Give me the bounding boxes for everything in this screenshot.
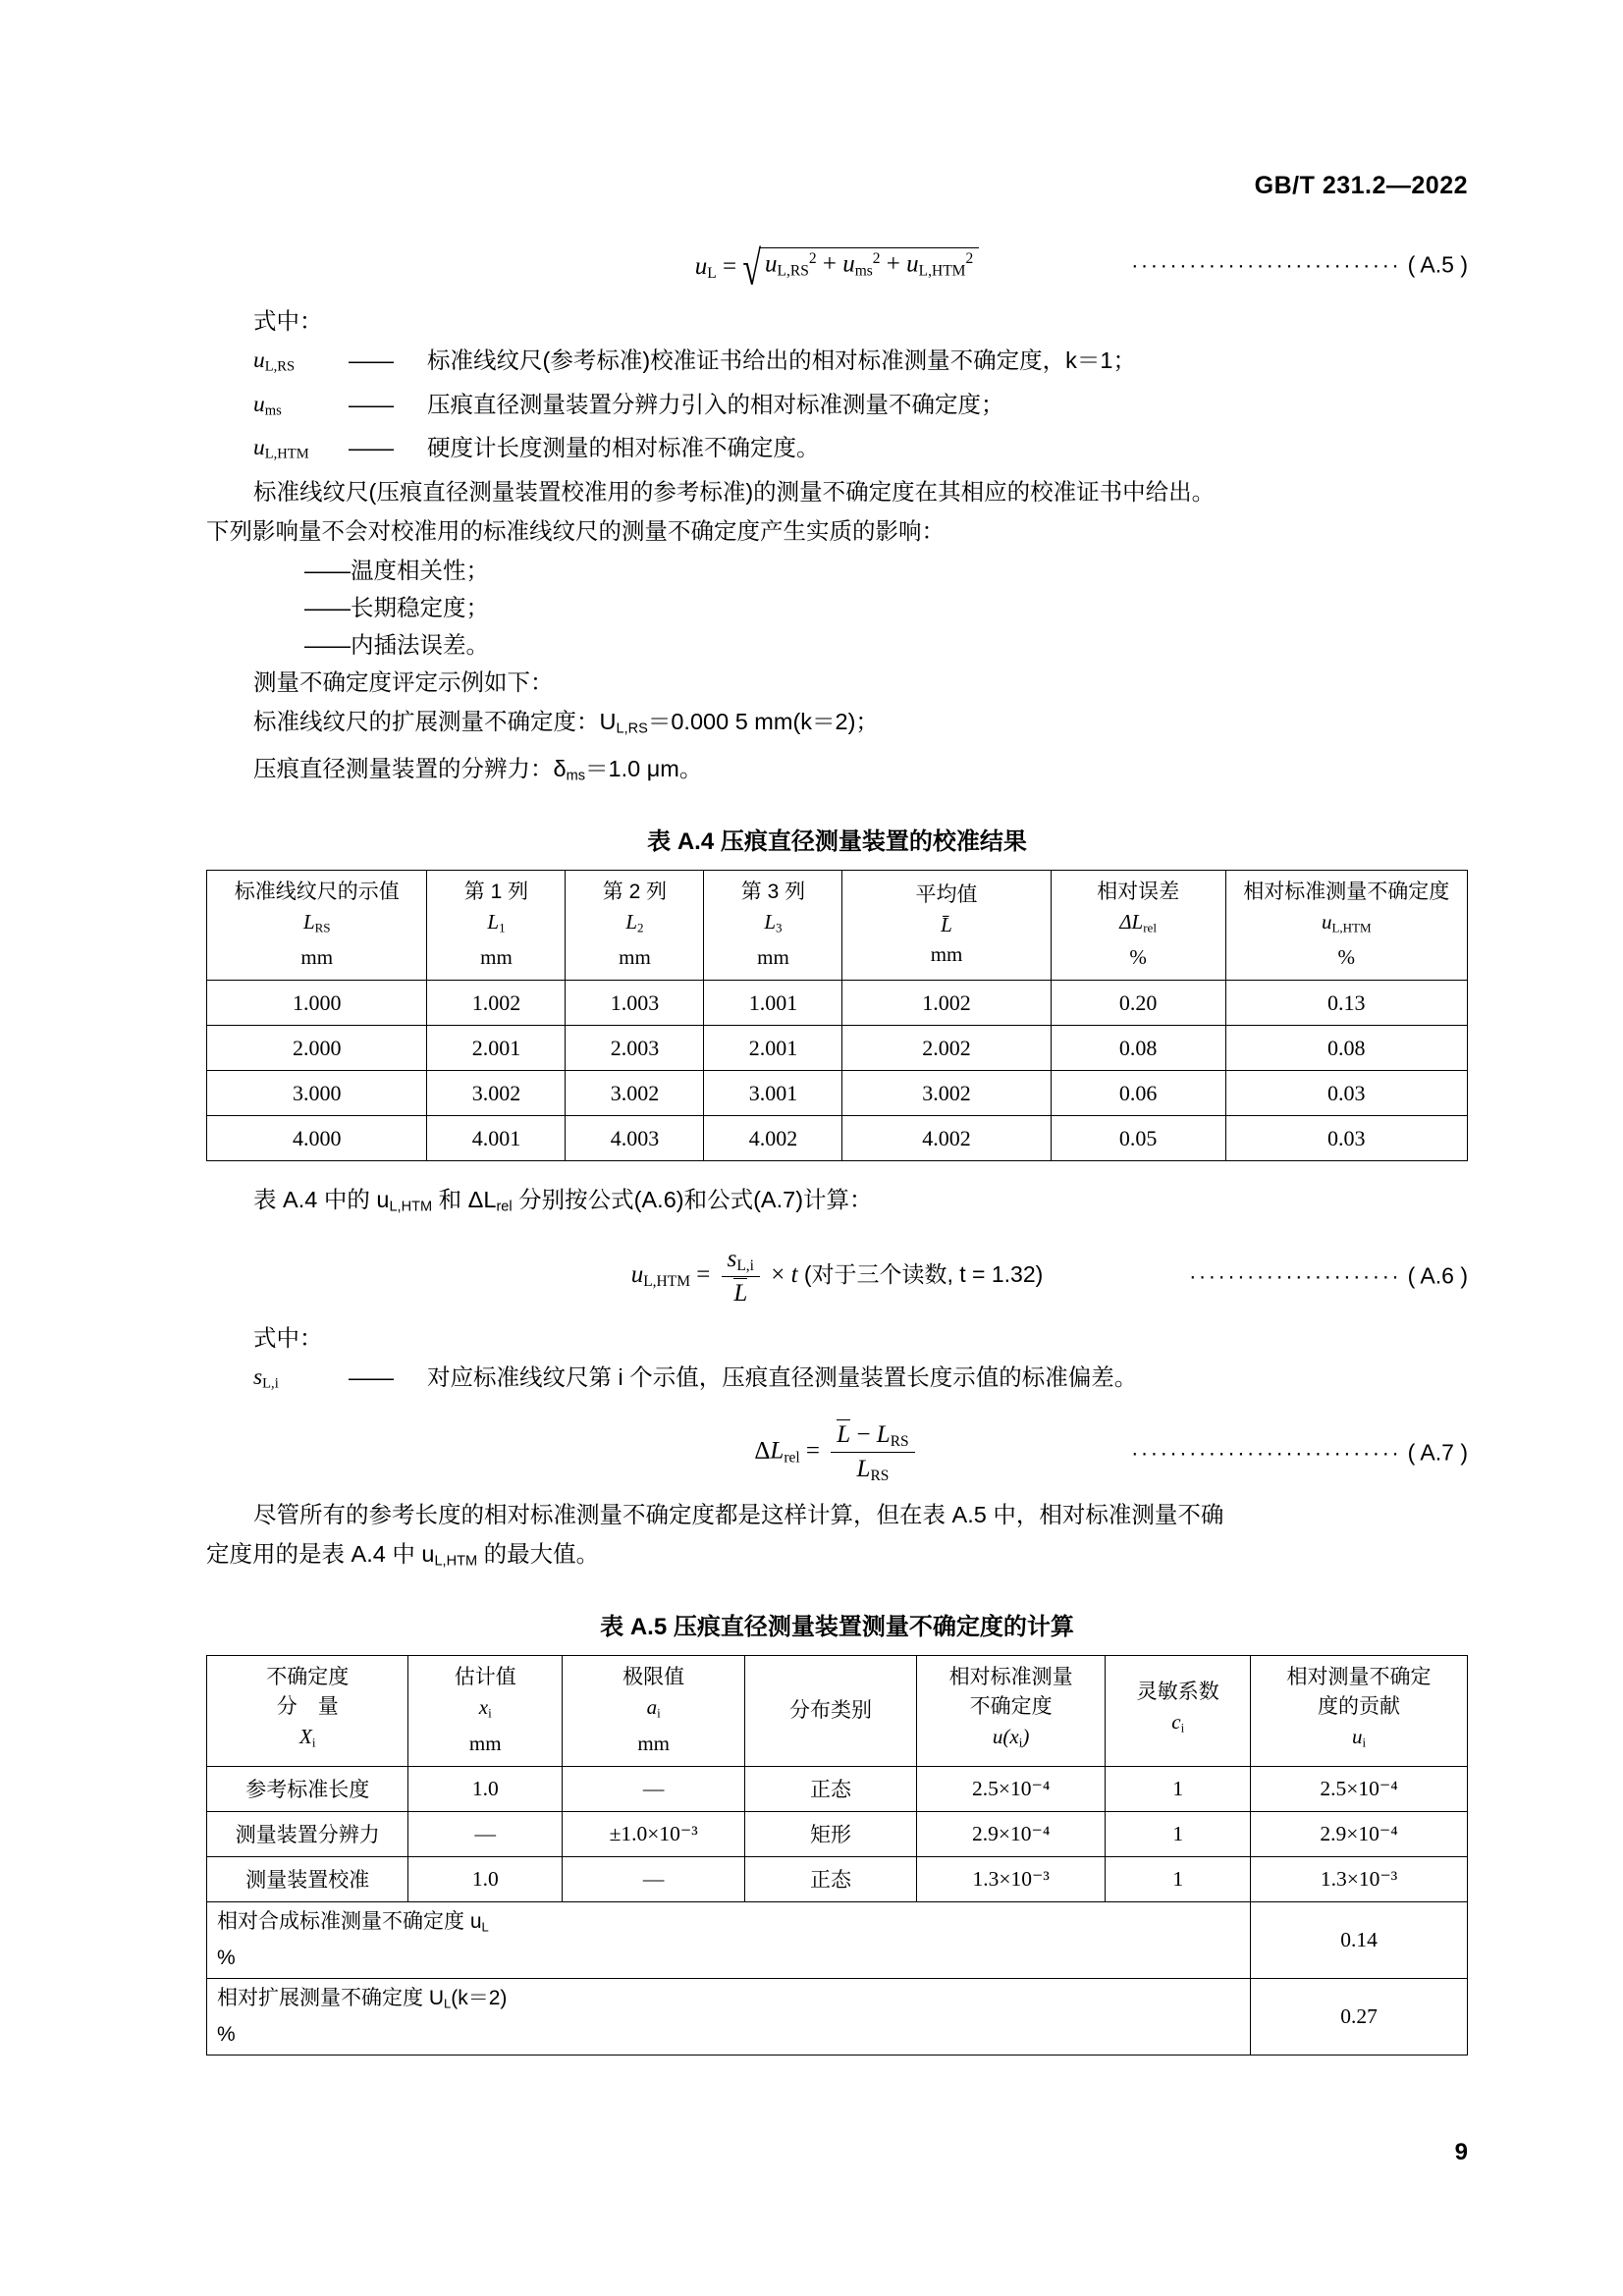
symbol-definition-s-li xyxy=(206,1359,1468,1403)
table-summary-row-expanded xyxy=(207,1978,1468,2055)
cell: 2.9×10⁻⁴ xyxy=(916,1811,1106,1856)
table-a5-col-contribution: 相对测量不确定 度的贡献 $u_i$ xyxy=(1251,1656,1468,1766)
cell: 3.001 xyxy=(704,1071,842,1116)
table-row xyxy=(207,1071,1468,1116)
formula-a5 xyxy=(206,238,1468,296)
table-a5-col-distribution: 分布类别 xyxy=(745,1656,917,1766)
paragraph-5-text: 压痕直径测量装置的分辨力：δ xyxy=(253,755,567,781)
cell: — xyxy=(408,1811,563,1856)
summary-label-unit: % xyxy=(217,1946,236,1969)
summary-value: 0.14 xyxy=(1251,1901,1468,1978)
symbol-definition-u-lhtm xyxy=(206,429,1468,473)
formula-a7-tag: ···························· ( A.7 ) xyxy=(1131,1439,1468,1466)
page-number: 9 xyxy=(1454,2139,1468,2165)
table-a4-header-row xyxy=(207,871,1468,981)
summary-label-text: 相对合成标准测量不确定度 u xyxy=(217,1909,482,1933)
paragraph-4-text: 标准线纹尺的扩展测量不确定度：U xyxy=(253,708,617,734)
table-a4-col-uncertainty: 相对标准测量不确定度 $u_{L,HTM}$ % xyxy=(1225,871,1467,981)
symbol-u-lrs: $u_{L,RS}$ xyxy=(253,347,296,375)
table-row xyxy=(207,1116,1468,1161)
summary-label xyxy=(207,1901,1251,1978)
cell-label: 测量装置分辨力 xyxy=(207,1811,408,1856)
cell: 0.08 xyxy=(1051,1026,1225,1071)
table-summary-row-combined xyxy=(207,1901,1468,1978)
formula-a6-label: ( A.6 ) xyxy=(1407,1262,1468,1289)
page-content xyxy=(206,172,1468,2056)
summary-label-k: (k＝2) xyxy=(451,1986,508,2009)
paragraph-1: 标准线纹尺(压痕直径测量装置校准用的参考标准)的测量不确定度在其相应的校准证书中给出。 xyxy=(253,478,1216,505)
cell: 1.3×10⁻³ xyxy=(916,1856,1106,1901)
paragraph-7-sub: L,HTM xyxy=(434,1553,478,1570)
table-a4-col-relerr: 相对误差 $\Delta L_{rel}$ % xyxy=(1051,871,1225,981)
table-row xyxy=(207,1766,1468,1811)
cell: 1 xyxy=(1106,1766,1251,1811)
paragraph-7-line1: 尽管所有的参考长度的相对标准测量不确定度都是这样计算，但在表 A.5 中，相对标准测量不确 xyxy=(253,1501,1224,1527)
paragraph-5 xyxy=(206,750,1468,795)
formula-a6-tag: ······················ ( A.6 ) xyxy=(1189,1262,1468,1289)
table-a5 xyxy=(206,1655,1468,2056)
definition-dash: —— xyxy=(349,1363,393,1390)
formula-a7 xyxy=(206,1419,1468,1486)
summary-label-sub: L xyxy=(444,1996,452,2011)
table-row xyxy=(207,1026,1468,1071)
cell: 4.000 xyxy=(207,1116,427,1161)
definition-text: 标准线纹尺(参考标准)校准证书给出的相对标准测量不确定度，k＝1； xyxy=(427,347,1136,373)
cell: ±1.0×10⁻³ xyxy=(563,1811,745,1856)
cell: 3.002 xyxy=(427,1071,566,1116)
table-a5-col-limit: 极限值 $a_i$ mm xyxy=(563,1656,745,1766)
cell: 2.003 xyxy=(566,1026,704,1071)
cell: 0.08 xyxy=(1225,1026,1467,1071)
formula-a6-note: (对于三个读数, t = 1.32) xyxy=(803,1261,1044,1288)
list-item-stability: ——长期稳定度； xyxy=(304,594,489,620)
cell: 0.03 xyxy=(1225,1071,1467,1116)
cell: 2.5×10⁻⁴ xyxy=(1251,1766,1468,1811)
paragraph-6-c: 分别按公式(A.6)和公式(A.7)计算： xyxy=(512,1187,873,1213)
cell: 2.001 xyxy=(427,1026,566,1071)
definition-dash: —— xyxy=(349,391,393,417)
cell: — xyxy=(563,1856,745,1901)
paragraph-4-sub: L,RS xyxy=(616,721,648,737)
table-a5-header-row xyxy=(207,1656,1468,1766)
cell: 1.000 xyxy=(207,981,427,1026)
formula-a5-tag: ···························· ( A.5 ) xyxy=(1131,251,1468,278)
table-row xyxy=(207,981,1468,1026)
cell: 2.5×10⁻⁴ xyxy=(916,1766,1106,1811)
table-row xyxy=(207,1811,1468,1856)
definition-text: 硬度计长度测量的相对标准不确定度。 xyxy=(427,435,820,461)
cell: — xyxy=(563,1766,745,1811)
paragraph-6-b: 和 ΔL xyxy=(432,1187,497,1213)
table-a5-col-component: 不确定度 分 量 $X_i$ xyxy=(207,1656,408,1766)
cell: 4.001 xyxy=(427,1116,566,1161)
table-row xyxy=(207,1856,1468,1901)
cell: 3.002 xyxy=(842,1071,1051,1116)
formula-a5-body: $u_L$ = √ $u_{L,RS}^2 + u_{ms}^2 + u_{L,HTM}^2$ xyxy=(695,247,979,283)
cell: 2.9×10⁻⁴ xyxy=(1251,1811,1468,1856)
paragraph-7-line2 xyxy=(206,1535,1468,1580)
cell-label: 参考标准长度 xyxy=(207,1766,408,1811)
cell: 1.0 xyxy=(408,1766,563,1811)
definition-dash: —— xyxy=(349,347,393,373)
paragraph-3: 测量不确定度评定示例如下： xyxy=(253,668,554,695)
paragraph-4 xyxy=(206,703,1468,748)
definition-dash: —— xyxy=(349,435,393,461)
cell: 3.000 xyxy=(207,1071,427,1116)
cell: 2.002 xyxy=(842,1026,1051,1071)
table-a5-caption: 表 A.5 压痕直径测量装置测量不确定度的计算 xyxy=(600,1614,1074,1641)
table-a4 xyxy=(206,870,1468,1161)
list-item-temperature: ——温度相关性； xyxy=(304,557,489,583)
cell: 1 xyxy=(1106,1856,1251,1901)
standard-number-header: GB/T 231.2—2022 xyxy=(1254,172,1468,199)
shizhong-label-1: 式中： xyxy=(253,308,323,334)
summary-value: 0.27 xyxy=(1251,1978,1468,2055)
cell: 4.003 xyxy=(566,1116,704,1161)
paragraph-7-b: 定度用的是表 A.4 中 u xyxy=(206,1540,435,1567)
summary-label-sub: L xyxy=(481,1918,489,1934)
table-a4-caption: 表 A.4 压痕直径测量装置的校准结果 xyxy=(647,828,1027,856)
table-a4-col-l3: 第 3 列 $L_3$ mm xyxy=(704,871,842,981)
definition-text: 压痕直径测量装置分辨力引入的相对标准测量不确定度； xyxy=(427,391,1004,417)
formula-a6-body: $u_{L,HTM}$ = $\frac{s_{L,i}}{L}$ × t (对于三个读数, t = 1.32) xyxy=(630,1246,1044,1308)
formula-a7-body: $\Delta L_{rel}$ = $\frac{L - L_{RS}}{L_{RS}}$ xyxy=(754,1419,919,1486)
cell: 1 xyxy=(1106,1811,1251,1856)
formula-a7-label: ( A.7 ) xyxy=(1407,1439,1468,1466)
table-a4-col-l2: 第 2 列 $L_2$ mm xyxy=(566,871,704,981)
table-a4-col-mean: 平均值 L̄ mm xyxy=(842,871,1051,981)
summary-label-text: 相对扩展测量不确定度 U xyxy=(217,1986,444,2009)
cell: 1.001 xyxy=(704,981,842,1026)
formula-a6 xyxy=(206,1244,1468,1309)
cell: 1.0 xyxy=(408,1856,563,1901)
cell: 2.001 xyxy=(704,1026,842,1071)
summary-label-unit: % xyxy=(217,2023,236,2047)
cell: 0.03 xyxy=(1225,1116,1467,1161)
cell: 0.05 xyxy=(1051,1116,1225,1161)
cell: 2.000 xyxy=(207,1026,427,1071)
table-a5-col-uncertainty: 相对标准测量 不确定度 $u(x_i)$ xyxy=(916,1656,1106,1766)
cell: 0.13 xyxy=(1225,981,1467,1026)
cell: 3.002 xyxy=(566,1071,704,1116)
summary-label xyxy=(207,1978,1251,2055)
cell-label: 测量装置校准 xyxy=(207,1856,408,1901)
symbol-u-ms: $u_{ms}$ xyxy=(253,391,282,419)
cell: 0.06 xyxy=(1051,1071,1225,1116)
definition-text: 对应标准线纹尺第 i 个示值，压痕直径测量装置长度示值的标准偏差。 xyxy=(427,1363,1138,1390)
cell: 正态 xyxy=(745,1766,917,1811)
cell: 4.002 xyxy=(842,1116,1051,1161)
cell: 0.20 xyxy=(1051,981,1225,1026)
paragraph-6-sub2: rel xyxy=(496,1200,513,1216)
cell: 1.002 xyxy=(427,981,566,1026)
cell: 4.002 xyxy=(704,1116,842,1161)
table-a5-col-estimate: 估计值 $x_i$ mm xyxy=(408,1656,563,1766)
paragraph-7-c: 的最大值。 xyxy=(477,1540,600,1567)
list-item-interpolation: ——内插法误差。 xyxy=(304,631,489,658)
shizhong-label-2: 式中： xyxy=(253,1324,323,1351)
cell: 1.003 xyxy=(566,981,704,1026)
paragraph-6-sub1: L,HTM xyxy=(389,1200,433,1216)
table-a4-col-l1: 第 1 列 $L_1$ mm xyxy=(427,871,566,981)
paragraph-5-sub: ms xyxy=(566,768,586,784)
paragraph-2: 下列影响量不会对校准用的标准线纹尺的测量不确定度产生实质的影响： xyxy=(206,517,945,544)
symbol-definition-u-lrs xyxy=(206,342,1468,386)
formula-a5-label: ( A.5 ) xyxy=(1407,251,1468,278)
paragraph-6 xyxy=(206,1181,1468,1226)
paragraph-6-a: 表 A.4 中的 u xyxy=(253,1187,390,1213)
table-a5-col-sensitivity: 灵敏系数 $c_i$ xyxy=(1106,1656,1251,1766)
table-a4-col-lrs: 标准线纹尺的示值 $L_{RS}$ mm xyxy=(207,871,427,981)
symbol-u-lhtm: $u_{L,HTM}$ xyxy=(253,435,309,462)
symbol-s-li: $s_{L,i}$ xyxy=(253,1363,279,1392)
paragraph-4-rest: ＝0.000 5 mm(k＝2)； xyxy=(647,708,879,734)
cell: 正态 xyxy=(745,1856,917,1901)
cell: 矩形 xyxy=(745,1811,917,1856)
cell: 1.002 xyxy=(842,981,1051,1026)
symbol-definition-u-ms xyxy=(206,386,1468,430)
cell: 1.3×10⁻³ xyxy=(1251,1856,1468,1901)
paragraph-5-rest: ＝1.0 μm。 xyxy=(585,755,703,781)
